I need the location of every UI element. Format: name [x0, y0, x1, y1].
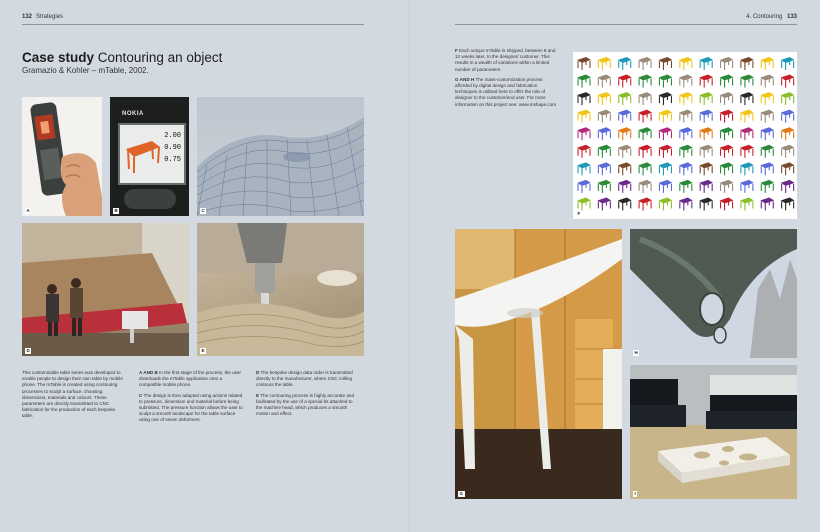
photo-g-kitchen-table	[455, 229, 622, 499]
table-thumbnail	[679, 92, 693, 105]
milling-closeup	[197, 223, 364, 356]
table-thumbnail	[699, 197, 713, 210]
table-thumbnail	[577, 57, 591, 70]
caption-e-text: The contouring process is highly accurate and facilitated by the use of a special bit attached to the machine head, which produces a smooth motion and effect.	[256, 392, 354, 417]
table-thumbnail	[658, 57, 672, 70]
phone-keypad	[124, 189, 176, 209]
table-variations-grid	[573, 52, 797, 219]
table-thumbnail	[638, 197, 652, 210]
table-thumbnail	[658, 127, 672, 140]
table-thumbnail	[699, 145, 713, 158]
table-thumbnail	[760, 127, 774, 140]
page-gutter	[409, 0, 411, 532]
title-rest: Contouring an object	[97, 50, 223, 65]
right-section-name: 4. Contouring	[746, 14, 783, 20]
table-thumbnail	[760, 92, 774, 105]
table-thumbnail	[618, 75, 632, 88]
table-thumbnail	[597, 92, 611, 105]
caption-f-text: Each unique mTable is shipped, between 8 and 12 weeks later, to the designer/ customer. This results in a wealth of variations within a limited number of parameters.	[455, 48, 556, 72]
table-thumbnail	[577, 145, 591, 158]
table-thumbnail	[618, 110, 632, 123]
table-thumbnail	[679, 180, 693, 193]
table-thumbnail	[699, 127, 713, 140]
table-thumbnail	[781, 57, 795, 70]
table-thumbnail	[577, 92, 591, 105]
table-thumbnail	[597, 127, 611, 140]
table-thumbnail	[740, 92, 754, 105]
left-running-head	[22, 14, 63, 20]
table-thumbnail	[781, 197, 795, 210]
table-thumbnail	[720, 197, 734, 210]
table-thumbnail	[638, 145, 652, 158]
caption-d	[256, 370, 360, 389]
table-thumbnail	[658, 162, 672, 175]
underside-scene	[630, 229, 797, 358]
photo-label-d: D	[26, 348, 30, 353]
table-thumbnail	[781, 75, 795, 88]
caption-c-key: C	[139, 392, 143, 398]
table-thumbnail	[618, 145, 632, 158]
photo-label-b: B	[114, 208, 118, 213]
phone-screen	[118, 123, 186, 185]
right-page-number: 133	[786, 14, 797, 20]
table-thumbnail	[658, 75, 672, 88]
caption-e-key: E	[256, 392, 260, 398]
table-thumbnail	[781, 180, 795, 193]
page-subtitle: Gramazio & Kohler – mTable, 2002.	[22, 66, 149, 75]
table-thumbnail	[740, 197, 754, 210]
caption-c-text: The design is then adapted using actions related to pressure, dimension and material before being submitted. The pressure function allows the user to sculpt a smooth landscape for the table surface using one of seven deformers.	[139, 392, 243, 423]
photo-i-living-room	[630, 365, 797, 499]
table-thumbnail	[679, 145, 693, 158]
table-thumbnail	[760, 162, 774, 175]
table-thumbnail	[679, 127, 693, 140]
caption-gh-key: G AND H	[455, 76, 475, 82]
photo-c-mesh-surface	[197, 97, 364, 216]
table-thumbnail	[597, 75, 611, 88]
photo-f-table-variations	[573, 52, 797, 219]
table-thumbnail	[740, 75, 754, 88]
kitchen-scene	[455, 229, 622, 499]
table-thumbnail	[760, 110, 774, 123]
intro-paragraph: This customizable table series was developed to enable people to design their own table by mobile phone. The mTable is created using contouring processes to sculpt a surface, choosing dimensions, materials and colours. These parameters are directly transmitted to CNC fabrication for the production of each bespoke table.	[22, 370, 123, 419]
left-header-rule	[22, 24, 364, 25]
photo-d-workshop	[22, 223, 189, 356]
table-thumbnail	[618, 57, 632, 70]
workshop-scene	[22, 223, 189, 356]
photo-label-f: F	[577, 211, 581, 216]
readout-1: 2.00	[164, 132, 181, 140]
table-thumbnail	[760, 75, 774, 88]
photo-h-table-underside	[630, 229, 797, 358]
table-thumbnail	[760, 57, 774, 70]
caption-d-text: The bespoke design data order is transmitted directly to the manufacturer, where CNC milling contours the table.	[256, 370, 353, 388]
table-thumbnail	[577, 127, 591, 140]
caption-f-key: F	[455, 48, 458, 53]
table-thumbnail	[618, 180, 632, 193]
phone-in-hand-illustration	[22, 97, 102, 216]
table-thumbnail	[720, 127, 734, 140]
table-thumbnail	[577, 110, 591, 123]
table-thumbnail	[740, 57, 754, 70]
wireframe-mesh	[197, 97, 364, 216]
table-thumbnail	[720, 92, 734, 105]
table-thumbnail	[740, 145, 754, 158]
table-thumbnail	[740, 180, 754, 193]
photo-label-a: A	[26, 208, 30, 213]
table-thumbnail	[658, 180, 672, 193]
table-thumbnail	[679, 75, 693, 88]
phone-readouts	[164, 130, 181, 166]
table-thumbnail	[597, 162, 611, 175]
caption-f	[455, 48, 559, 73]
table-thumbnail	[597, 145, 611, 158]
table-thumbnail	[658, 92, 672, 105]
table-thumbnail	[699, 110, 713, 123]
table-thumbnail	[597, 110, 611, 123]
caption-gh	[455, 77, 559, 108]
table-thumbnail	[638, 162, 652, 175]
photo-e-milling-bit	[197, 223, 364, 356]
table-thumbnail	[658, 197, 672, 210]
photo-label-c: C	[201, 208, 205, 213]
table-thumbnail	[638, 57, 652, 70]
table-thumbnail	[781, 110, 795, 123]
living-room-scene	[630, 365, 797, 499]
table-thumbnail	[577, 180, 591, 193]
table-thumbnail	[618, 162, 632, 175]
table-thumbnail	[781, 127, 795, 140]
table-thumbnail	[699, 75, 713, 88]
table-thumbnail	[740, 162, 754, 175]
caption-ab	[139, 370, 243, 389]
table-thumbnail	[679, 57, 693, 70]
caption-d-key: D	[256, 370, 260, 375]
photo-b-nokia-screen	[110, 97, 189, 216]
readout-2: 0.90	[164, 144, 181, 152]
table-thumbnail	[597, 197, 611, 210]
caption-gh-text: The mass-customization process afforded by digital design and fabrication techniques is utilized here to offer the role of designer to the customer/end user. For more information on this project see: www.mshape.com	[455, 76, 557, 107]
table-thumbnail	[720, 162, 734, 175]
table-thumbnail	[679, 162, 693, 175]
captions-column-right	[455, 48, 559, 112]
table-thumbnail	[577, 197, 591, 210]
title-bold: Case study	[22, 50, 95, 65]
table-thumbnail	[720, 75, 734, 88]
table-thumbnail	[638, 75, 652, 88]
caption-ab-key: A AND B	[139, 370, 158, 375]
table-thumbnail	[577, 75, 591, 88]
table-thumbnail	[740, 110, 754, 123]
page-title	[22, 50, 222, 65]
table-thumbnail	[618, 92, 632, 105]
right-running-head	[746, 14, 797, 20]
table-thumbnail	[577, 162, 591, 175]
table-thumbnail	[760, 180, 774, 193]
table-thumbnail	[781, 162, 795, 175]
table-thumbnail	[597, 57, 611, 70]
table-thumbnail	[638, 110, 652, 123]
table-thumbnail	[740, 127, 754, 140]
table-model-icon	[122, 135, 162, 175]
caption-ab-text: In the first stage of the process, the user downloads the mTable application onto a compatible mobile phone.	[139, 370, 242, 388]
table-thumbnail	[699, 57, 713, 70]
photo-label-h: H	[634, 350, 638, 355]
table-thumbnail	[618, 127, 632, 140]
left-page-number: 132	[22, 14, 33, 20]
photo-label-e: E	[201, 348, 205, 353]
table-thumbnail	[679, 110, 693, 123]
table-thumbnail	[638, 127, 652, 140]
captions-column-1	[139, 370, 243, 428]
table-thumbnail	[638, 92, 652, 105]
left-section-name: Strategies	[36, 14, 64, 20]
table-thumbnail	[720, 145, 734, 158]
table-thumbnail	[699, 180, 713, 193]
table-thumbnail	[679, 197, 693, 210]
table-thumbnail	[699, 162, 713, 175]
photo-label-i: I	[634, 491, 636, 496]
right-header-rule	[455, 24, 797, 25]
caption-e	[256, 393, 360, 418]
readout-3: 0.75	[164, 156, 181, 164]
photo-a-phone-in-hand	[22, 97, 102, 216]
table-thumbnail	[781, 145, 795, 158]
table-thumbnail	[720, 180, 734, 193]
table-thumbnail	[781, 92, 795, 105]
table-thumbnail	[720, 110, 734, 123]
nokia-brand: NOKIA	[122, 111, 144, 117]
photo-label-g: G	[459, 491, 464, 496]
table-thumbnail	[638, 180, 652, 193]
table-thumbnail	[658, 145, 672, 158]
caption-c	[139, 393, 243, 424]
table-thumbnail	[720, 57, 734, 70]
captions-column-2	[256, 370, 360, 421]
table-thumbnail	[760, 145, 774, 158]
table-thumbnail	[760, 197, 774, 210]
table-thumbnail	[597, 180, 611, 193]
table-thumbnail	[658, 110, 672, 123]
table-thumbnail	[699, 92, 713, 105]
table-thumbnail	[618, 197, 632, 210]
